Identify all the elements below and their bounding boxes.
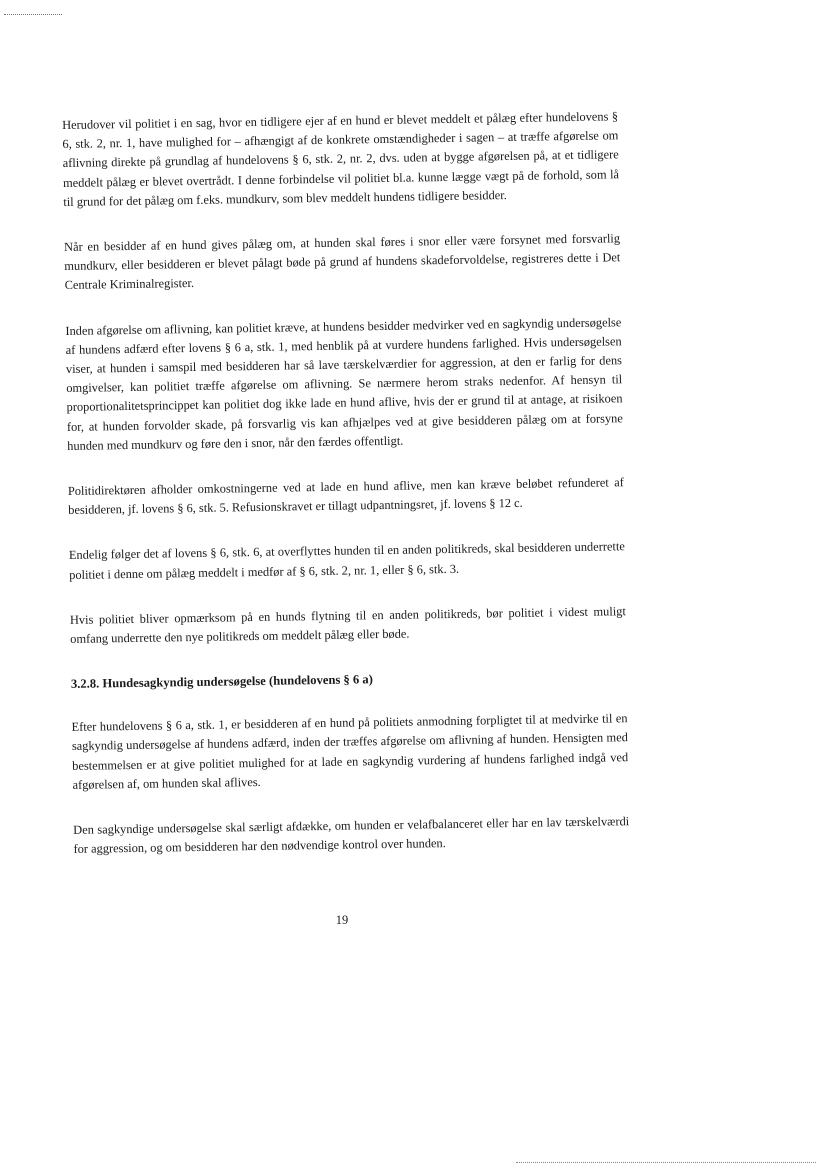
- scan-artifact-bottom: [516, 1162, 816, 1163]
- paragraph: Hvis politiet bliver opmærksom på en hunds flytning til en anden politikreds, bør politiet i videst muligt omfang underrette den nye politikreds om meddelt pålæg eller bøde.: [69, 604, 626, 646]
- paragraph: Den sagkyndige undersøgelse skal særligt afdække, om hunden er velafbalanceret eller har en lav tærskelværdi for aggression, og om besidderen har den nødvendige kontrol over hunden.: [73, 814, 630, 857]
- paragraph: Politidirektøren afholder omkostningerne ved at lade en hund aflive, men kan kræve beløbet refunderet af besidderen, jf. lovens § 6, stk. 5. Refusionskravet er tillagt udpantningsret, jf. lovens § 12 c.: [67, 475, 624, 518]
- paragraph: Når en besidder af en hund gives pålæg om, at hunden skal føres i snor eller være forsynet med forsvarlig mundkurv, eller besidderen er blevet pålagt bøde på grund af hundens skadeforvoldelse, registreres dette i Det Centrale Kriminalregister.: [63, 231, 621, 293]
- scan-artifact-top: [4, 14, 62, 15]
- paragraph: Endelig følger det af lovens § 6, stk. 6, at overflyttes hunden til en anden politikreds, skal besidderen underrette politiet i denne om pålæg meddelt i medfør af § 6, stk. 2, nr. 1, eller § 6, stk. 3.: [68, 539, 625, 582]
- paragraph: Efter hundelovens § 6 a, stk. 1, er besidderen af en hund på politiets anmodning forpligtet til at medvirke til en sagkyndig undersøgelse af hundens adfærd, inden der træffes afgørelse om aflivning af hunden. Hensigten med bestemmelsen er at give politiet mulighed for at lade en sagkyndig vurdering af hundens farlighed indgå ved afgørelsen af, om hunden skal aflives.: [71, 711, 629, 792]
- section-heading: 3.2.8. Hundesagkyndig undersøgelse (hundelovens § 6 a): [70, 672, 373, 692]
- page-number: 19: [335, 913, 349, 927]
- paragraph: Herudover vil politiet i en sag, hvor en tidligere ejer af en hund er blevet meddelt et pålæg efter hundelovens § 6, stk. 2, nr. 1, have mulighed for – afhængigt af de konkrete omstændigheder i sagen – at træffe afgørelse om aflivning direkte på grundlag af hundelovens § 6, stk. 2, nr. 2, dvs. uden at bygge afgørelsen på, at et tidligere meddelt pålæg er blevet overtrådt. I denne forbindelse vil politiet bl.a. kunne lægge vægt på de forhold, som lå til grund for det pålæg om f.eks. mundkurv, som blev meddelt hundens tidligere besidder.: [62, 109, 620, 209]
- paragraph: Inden afgørelse om aflivning, kan politiet kræve, at hundens besidder medvirker ved en sagkyndig undersøgelse af hundens adfærd efter lovens § 6 a, stk. 1, med henblik på at vurdere hundens farlighed. Hvis undersøgelsen viser, at hunden i samspil med besidderen har så lave tærskelværdier for aggression, at den er farlig for dens omgivelser, kan politiet træffe afgørelse om aflivning. Se nærmere herom straks nedenfor. Af hensyn til proportionalitetsprincippet kan politiet dog ikke lade en hund aflive, hvis der er grund til at antage, at risikoen for, at hunden forvolder skade, på forsvarlig vis kan afhjælpes ved at give besidderen pålæg om at forsyne hunden med mundkurv og føre den i snor, når den færdes offentligt.: [65, 314, 623, 453]
- page-body: [62, 107, 630, 885]
